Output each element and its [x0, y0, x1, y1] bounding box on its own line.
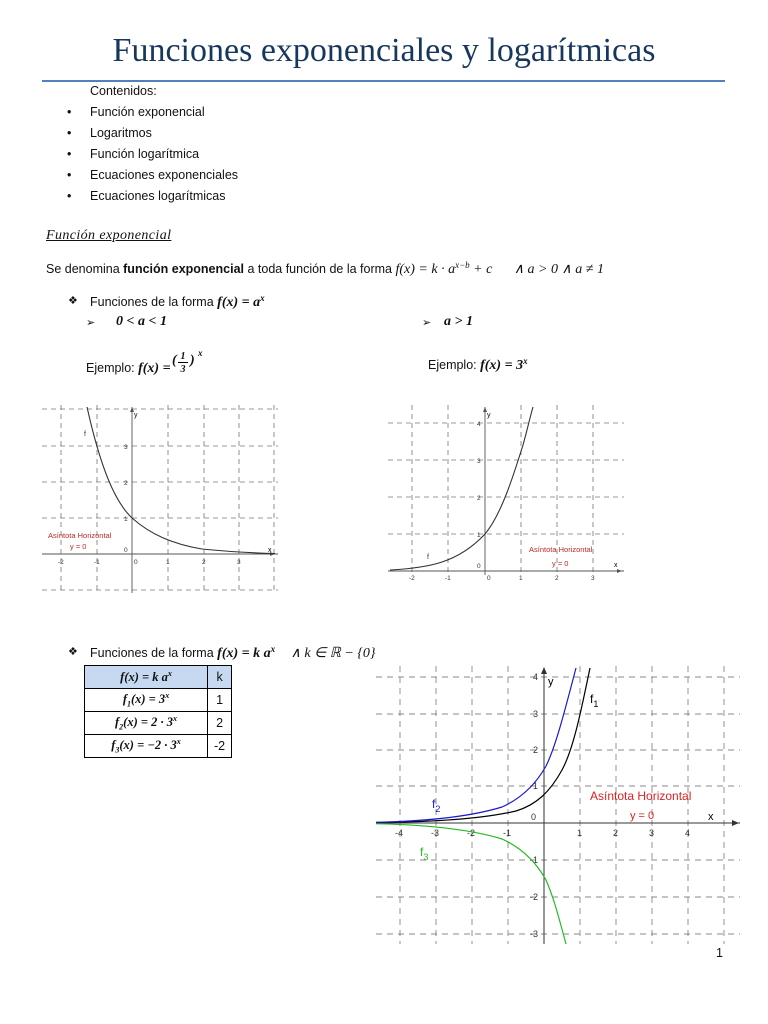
diamond-bullet-icon: ❖	[68, 295, 78, 307]
form1-label: Funciones de la forma	[90, 295, 218, 310]
example-label: Ejemplo:	[428, 358, 481, 373]
curve-label-f3: $f_3$	[420, 845, 429, 862]
form2-condition: ∧ k ∈ ℝ − {0}	[290, 646, 376, 662]
svg-text:4: 4	[477, 421, 481, 428]
x-axis-label: x	[708, 811, 714, 823]
table-cell: $f_1(x) = 3^x$	[85, 689, 208, 712]
svg-text:-2: -2	[58, 559, 64, 566]
table-cell: 2	[208, 712, 232, 735]
asymptote-label: Asíntota Horizontal	[48, 531, 112, 540]
page-title: Funciones exponenciales y logarítmicas	[112, 32, 656, 69]
svg-text:3: 3	[533, 709, 539, 719]
svg-text:-1: -1	[503, 828, 512, 838]
example-label: Ejemplo:	[86, 361, 139, 375]
svg-text:-4: -4	[395, 828, 404, 838]
form2-label: Funciones de la forma	[90, 646, 218, 661]
fraction-denominator: 3	[180, 364, 186, 375]
form1-line	[90, 293, 265, 311]
svg-text:-1: -1	[94, 559, 100, 566]
curve-label: f	[84, 431, 86, 438]
table-header-cell: f(x) = k $a^x$	[85, 666, 208, 689]
asymptote-label: Asíntota Horizontal	[590, 789, 692, 803]
table-header-row	[85, 666, 232, 689]
k-table	[84, 665, 232, 758]
origin-label: 0	[477, 563, 481, 570]
x-tick-labels	[58, 559, 241, 566]
svg-text:2: 2	[477, 495, 481, 502]
svg-text:3: 3	[649, 828, 655, 838]
svg-text:2: 2	[124, 480, 128, 487]
grid	[42, 405, 278, 593]
y-axis-label: y	[134, 412, 138, 419]
x-tick-labels	[409, 575, 595, 582]
svg-text:1: 1	[533, 781, 539, 791]
svg-text:0: 0	[134, 559, 138, 566]
diamond-bullet-icon: ❖	[68, 646, 78, 658]
definition-prefix: Se denomina	[46, 262, 124, 277]
svg-text:-2: -2	[409, 575, 415, 582]
curve-f2	[376, 668, 576, 822]
svg-text:-3: -3	[530, 929, 539, 939]
curve-f3	[376, 824, 566, 944]
table-header-cell: k	[208, 666, 232, 689]
y-axis-arrow	[541, 667, 547, 674]
svg-text:1: 1	[519, 575, 523, 582]
curve-label: f	[427, 554, 429, 561]
contents-item: • Logaritmos	[90, 126, 152, 140]
form1-formula: f(x) = a	[217, 295, 261, 311]
paren-open: (	[172, 353, 177, 368]
svg-text:-2: -2	[467, 828, 476, 838]
svg-text:1: 1	[166, 559, 170, 566]
paren-close: )	[190, 353, 195, 368]
svg-text:1: 1	[577, 828, 583, 838]
graph-one-third-power	[42, 405, 278, 593]
table-cell: $f_3(x) = -2 \cdot 3^x$	[85, 735, 208, 758]
svg-text:0: 0	[531, 812, 537, 822]
table-row	[85, 712, 232, 735]
form2-sup: x	[270, 644, 276, 654]
table-row	[85, 735, 232, 758]
table-cell: 1	[208, 689, 232, 712]
svg-text:1: 1	[477, 532, 481, 539]
x-axis-label: x	[614, 562, 618, 569]
svg-text:2: 2	[533, 745, 539, 755]
definition-formula: f(x) = k · a	[395, 262, 456, 278]
arrow-bullet-icon: ➢	[422, 317, 432, 329]
y-tick-labels	[477, 421, 481, 539]
asymptote-equation: y = 0	[630, 810, 655, 822]
svg-text:-1: -1	[530, 855, 539, 865]
form1-sup: x	[260, 293, 265, 303]
curve-label-f2: $f_2$	[432, 797, 441, 814]
asymptote-equation: y = 0	[70, 542, 87, 551]
svg-text:0: 0	[487, 575, 491, 582]
contents-item: • Ecuaciones exponenciales	[90, 168, 238, 182]
title-underline	[42, 80, 725, 82]
svg-text:3: 3	[477, 458, 481, 465]
curve-f1	[376, 668, 590, 823]
definition-exponent: x−b	[455, 260, 470, 270]
svg-text:3: 3	[591, 575, 595, 582]
curve-label-f1: $f_1$	[590, 692, 599, 709]
x-axis-label: x	[268, 547, 272, 554]
case-right: a > 1	[444, 314, 473, 329]
graph-three-power	[388, 405, 624, 582]
definition-formula-end: + c	[469, 262, 493, 278]
arrow-bullet-icon: ➢	[86, 317, 96, 329]
svg-text:3: 3	[237, 559, 241, 566]
definition-middle: a toda función de la forma	[244, 262, 396, 277]
curve-f	[390, 407, 533, 570]
x-axis-arrow	[732, 820, 739, 826]
contents-item: • Función exponencial	[90, 105, 205, 119]
svg-text:2: 2	[555, 575, 559, 582]
example-left-lhs: f(x) =	[138, 361, 171, 376]
table-cell: $f_2(x) = 2 \cdot 3^x$	[85, 712, 208, 735]
contents-heading: Contenidos:	[90, 84, 157, 98]
svg-text:1: 1	[124, 516, 128, 523]
y-tick-labels	[530, 672, 538, 939]
fraction-numerator: 1	[178, 351, 188, 363]
table-cell: -2	[208, 735, 232, 758]
page-number: 1	[716, 946, 723, 960]
definition-text	[46, 260, 604, 278]
example-right-formula: f(x) = 3	[480, 358, 524, 374]
y-axis-label: y	[548, 676, 554, 688]
svg-text:-1: -1	[445, 575, 451, 582]
example-left	[86, 361, 171, 377]
grid	[376, 666, 740, 944]
asymptote-equation: y = 0	[552, 559, 569, 568]
svg-text:2: 2	[613, 828, 619, 838]
contents-item: • Ecuaciones logarítmicas	[90, 189, 225, 203]
contents-item: • Función logarítmica	[90, 147, 199, 161]
x-axis-arrow	[617, 569, 622, 573]
example-left-sup: x	[198, 348, 203, 358]
curve-f	[87, 407, 275, 554]
svg-text:2: 2	[202, 559, 206, 566]
section-heading: Función exponencial	[46, 228, 172, 243]
example-right	[428, 356, 528, 374]
example-right-sup: x	[523, 356, 528, 366]
form2-formula: f(x) = k a	[217, 646, 271, 662]
table-row	[85, 689, 232, 712]
graph-k-variants	[376, 666, 740, 944]
svg-text:-3: -3	[431, 828, 440, 838]
case-left: 0 < a < 1	[116, 314, 167, 329]
definition-bold: función exponencial	[123, 262, 244, 277]
svg-text:-2: -2	[530, 892, 539, 902]
svg-text:4: 4	[533, 672, 539, 682]
definition-conditions: ∧ a > 0 ∧ a ≠ 1	[513, 262, 604, 278]
asymptote-label: Asíntota Horizontal	[529, 545, 593, 554]
form2-line	[90, 644, 376, 662]
y-axis-label: y	[487, 412, 491, 419]
svg-text:3: 3	[124, 444, 128, 451]
svg-text:4: 4	[685, 828, 691, 838]
origin-label: 0	[124, 547, 128, 554]
